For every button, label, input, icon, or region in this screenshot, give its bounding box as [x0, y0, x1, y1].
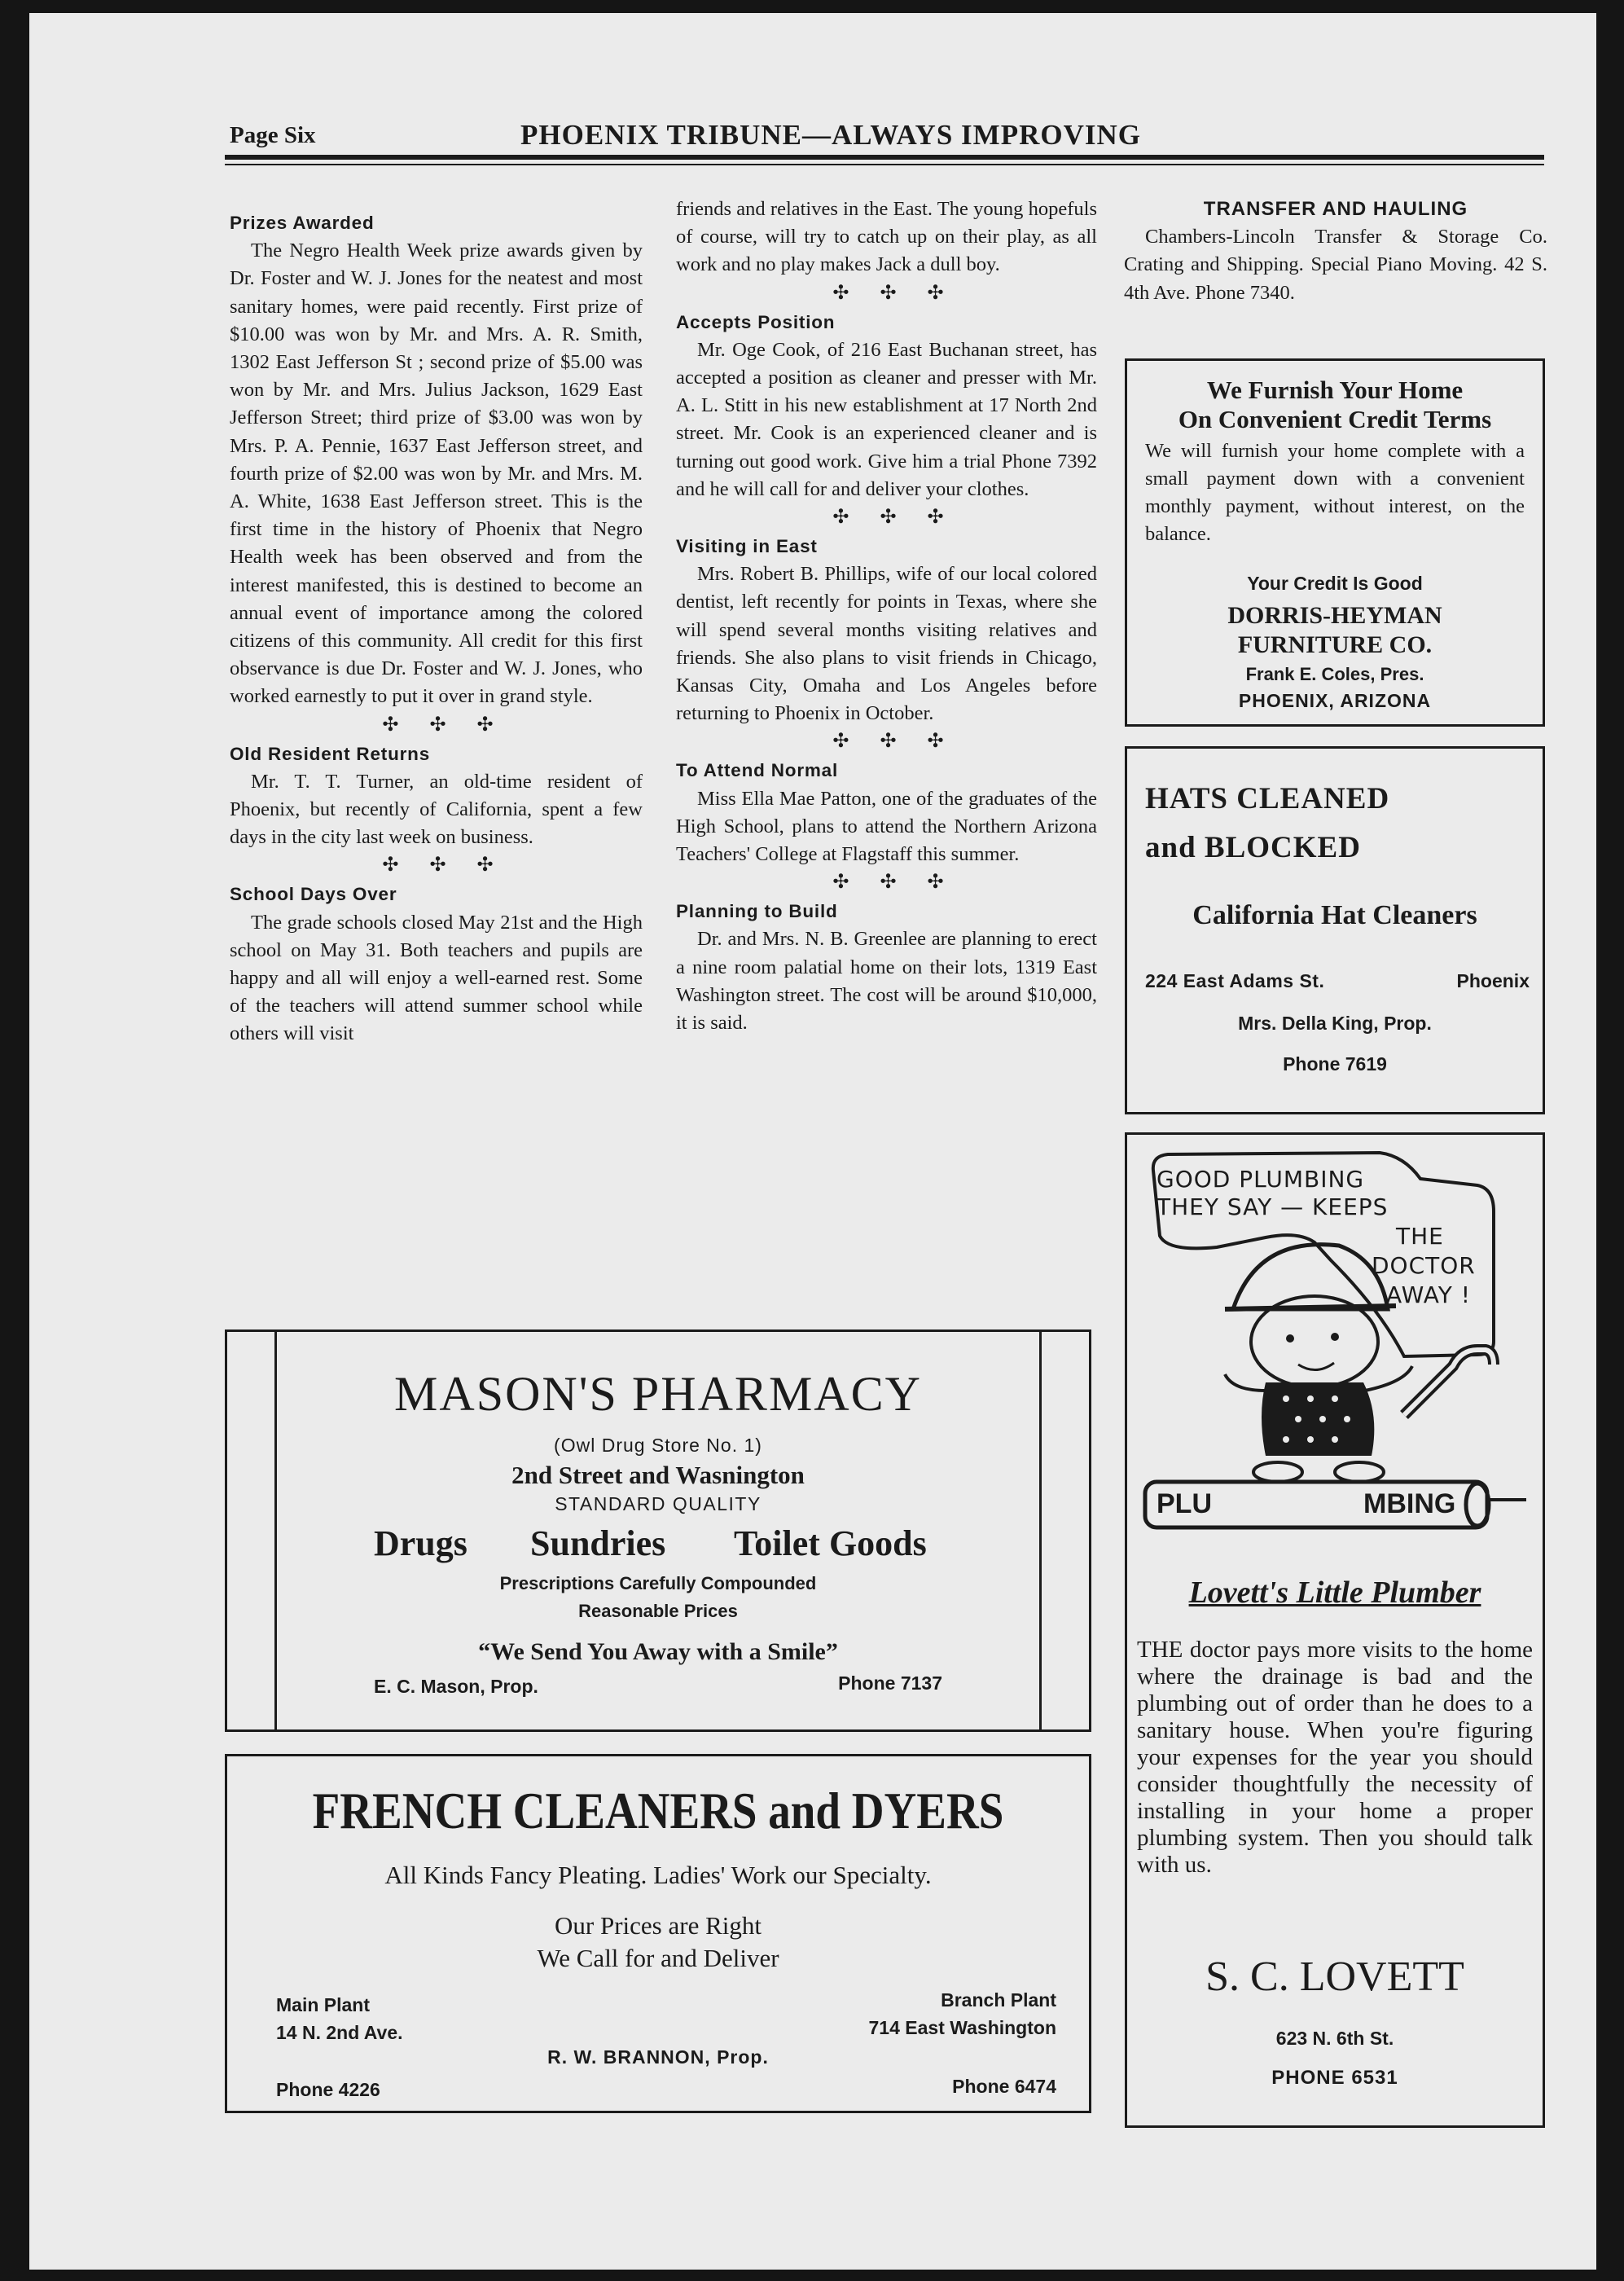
bubble-line-4: DOCTOR	[1372, 1252, 1476, 1279]
transfer-text: Chambers-Lincoln Transfer & Storage Co. Crating and Shipping. Special Piano Moving. 42 S. 4th Ave. Phone 7340.	[1124, 226, 1547, 304]
cleaners-line-3: We Call for and Deliver	[537, 1944, 779, 1972]
main-plant-phone: Phone 4226	[276, 2079, 380, 2100]
pharmacy-address: 2nd Street and Wasnington	[511, 1461, 805, 1489]
hats-city: Phoenix	[1456, 970, 1530, 991]
ornament-divider: ✣ ✣ ✣	[832, 507, 957, 529]
bubble-line-5: AWAY !	[1386, 1281, 1471, 1308]
hats-proprietor: Mrs. Della King, Prop.	[1238, 1013, 1432, 1034]
header-rule-thin	[225, 164, 1544, 165]
pharmacy-subtitle: (Owl Drug Store No. 1)	[554, 1435, 762, 1456]
heading-old-resident: Old Resident Returns	[230, 743, 431, 764]
furnish-president: Frank E. Coles, Pres.	[1245, 664, 1424, 684]
bubble-line-1: GOOD PLUMBING	[1157, 1166, 1365, 1193]
heading-planning-build: Planning to Build	[676, 901, 838, 922]
pharmacy-prices: Reasonable Prices	[578, 1601, 738, 1621]
furnish-title-1: We Furnish Your Home	[1206, 376, 1464, 404]
ornament-divider: ✣ ✣ ✣	[382, 855, 507, 877]
main-plant-address: 14 N. 2nd Ave.	[276, 2022, 403, 2043]
page-number: Page Six	[230, 122, 316, 148]
pharmacy-prescriptions: Prescriptions Carefully Compounded	[499, 1573, 817, 1593]
pharmacy-item-sundries: Sundries	[530, 1523, 666, 1563]
heading-visiting-east: Visiting in East	[676, 536, 818, 557]
ornament-divider: ✣ ✣ ✣	[832, 872, 957, 894]
hat-cleaners-ad	[1125, 746, 1545, 1114]
article-prizes: The Negro Health Week prize awards given by Dr. Foster and W. J. Jones for the neatest and most sanitary homes, were paid recently. First prize of $10.00 was won by Mr. and Mrs. A. R. Smith, 1302 East Jefferson St ; second prize of $5.00 was won by Mr. and Mrs. Julius Jackson, 1629 East Jefferson Street; third prize of $3.00 was won by Mrs. P. A. Pennie, 1637 East Jefferson street, and fourth prize of $2.00 was won by Mr. and Mrs. M. A. White, 1638 East Jefferson street. This is the first time in the history of Phoenix that Negro Health week has been observed and from the interest manifested, this is destined to become an annual event of importance among the colored citizens of this community. All credit for this first observance is due Dr. Foster and W. J. Jones, who worked earnestly to put it over in grand style.	[230, 240, 643, 708]
branch-plant-phone: Phone 6474	[952, 2076, 1056, 2097]
main-plant-label: Main Plant	[276, 1994, 371, 2015]
transfer-notice	[1124, 196, 1547, 307]
article-attend-normal: Miss Ella Mae Patton, one of the graduates of the High School, plans to attend the Northern Arizona Teachers' College at Flagstaff this summer.	[676, 787, 1097, 866]
furnish-credit: Your Credit Is Good	[1247, 573, 1423, 594]
pharmacy-proprietor: E. C. Mason, Prop.	[374, 1676, 538, 1697]
article-continued: friends and relatives in the East. The young hopefuls of course, will try to catch up on their play, as all work and no play makes Jack a dull boy.	[676, 198, 1097, 276]
pharmacy-quality: STANDARD QUALITY	[555, 1493, 762, 1514]
plumbing-ad	[1125, 1132, 1545, 2128]
furniture-ad	[1125, 358, 1545, 727]
column-1	[230, 208, 643, 1048]
pharmacy-phone: Phone 7137	[838, 1672, 942, 1694]
column-2	[676, 196, 1097, 1037]
pharmacy-slogan: “We Send You Away with a Smile”	[478, 1638, 838, 1665]
header-rule	[225, 155, 1544, 160]
ornament-divider: ✣ ✣ ✣	[832, 731, 957, 753]
bubble-line-2: THEY SAY — KEEPS	[1157, 1193, 1389, 1220]
hats-phone: Phone 7619	[1283, 1053, 1387, 1075]
cleaners-proprietor: R. W. BRANNON, Prop.	[547, 2046, 769, 2068]
plumber-address: 623 N. 6th St.	[1275, 2028, 1394, 2049]
cleaners-title: FRENCH CLEANERS and DYERS	[312, 1782, 1004, 1839]
cleaners-line-2: Our Prices are Right	[555, 1911, 762, 1940]
plumbing-text: THE doctor pays more visits to the home where the drainage is bad and the plumbing out of order than he does to a sanitary house. When you're figuring your expenses for the year you should consider thoughtfully the necessity of installing in your home a proper plumbing system. Then you should talk with us.	[1137, 1637, 1533, 1878]
cleaners-ad	[225, 1754, 1091, 2113]
article-school-days: The grade schools closed May 21st and the High school on May 31. Both teachers and pupils are happy and all will enjoy a well-earned rest. Some of the teachers will attend summer school while others will visit	[230, 911, 643, 1045]
bubble-line-3: THE	[1396, 1223, 1444, 1250]
article-planning-build: Dr. and Mrs. N. B. Greenlee are planning to erect a nine room palatial home on their lots, 1319 East Washington street. The cost will be around $10,000, it is said.	[676, 928, 1097, 1035]
masthead-title: PHOENIX TRIBUNE—ALWAYS IMPROVING	[520, 119, 1141, 151]
plumber-phone: PHONE 6531	[1271, 2067, 1398, 2089]
hats-business-name: California Hat Cleaners	[1192, 900, 1477, 930]
plumber-name: S. C. LOVETT	[1205, 1954, 1464, 2000]
heading-school-days: School Days Over	[230, 884, 397, 905]
furnish-city: PHOENIX, ARIZONA	[1238, 690, 1432, 711]
furnish-name-2: FURNITURE CO.	[1237, 631, 1433, 658]
furnish-title-2: On Convenient Credit Terms	[1178, 405, 1492, 433]
branch-plant-address: 714 East Washington	[868, 2017, 1056, 2038]
pharmacy-item-toilet-goods: Toilet Goods	[734, 1523, 927, 1563]
pharmacy-item-drugs: Drugs	[374, 1523, 467, 1563]
branch-plant-label: Branch Plant	[941, 1989, 1056, 2011]
article-old-resident: Mr. T. T. Turner, an old-time resident of Phoenix, but recently of California, spent a few days in the city last week on business.	[230, 770, 643, 849]
article-accepts-position: Mr. Oge Cook, of 216 East Buchanan street, has accepted a position as cleaner and presser with Mr. A. L. Stitt in his new establishment at 17 North 2nd street. Mr. Cook is an experienced cleaner and is turning out good work. Give him a trial Phone 7392 and he will call for and deliver your clothes.	[676, 338, 1097, 500]
hats-line-1: HATS CLEANED	[1145, 782, 1390, 815]
furnish-text: We will furnish your home complete with a small payment down with a convenient monthly payment, without interest, on the balance.	[1145, 440, 1525, 545]
article-visiting-east: Mrs. Robert B. Phillips, wife of our local colored dentist, left recently for points in Texas, where she will spend several months visiting relatives and friends. She also plans to visit friends in Chicago, Kansas City, Omaha and Los Angeles before returning to Phoenix in October.	[676, 563, 1097, 725]
hats-address: 224 East Adams St.	[1145, 970, 1325, 991]
pipe-text-left: PLU	[1157, 1488, 1212, 1519]
pharmacy-ad	[225, 1329, 1091, 1732]
hats-line-2: and BLOCKED	[1145, 831, 1361, 864]
ornament-divider: ✣ ✣ ✣	[382, 714, 507, 736]
cleaners-line-1: All Kinds Fancy Pleating. Ladies' Work our Specialty.	[384, 1861, 932, 1889]
plumber-signature: Lovett's Little Plumber	[1188, 1576, 1481, 1610]
heading-prizes: Prizes Awarded	[230, 213, 375, 233]
heading-accepts-position: Accepts Position	[676, 311, 836, 332]
heading-attend-normal: To Attend Normal	[676, 760, 839, 781]
ornament-divider: ✣ ✣ ✣	[832, 282, 957, 304]
pipe-text-right: MBING	[1363, 1488, 1456, 1519]
transfer-heading: TRANSFER AND HAULING	[1203, 198, 1468, 220]
pharmacy-title: MASON'S PHARMACY	[394, 1367, 922, 1421]
furnish-name-1: DORRIS-HEYMAN	[1227, 602, 1442, 629]
